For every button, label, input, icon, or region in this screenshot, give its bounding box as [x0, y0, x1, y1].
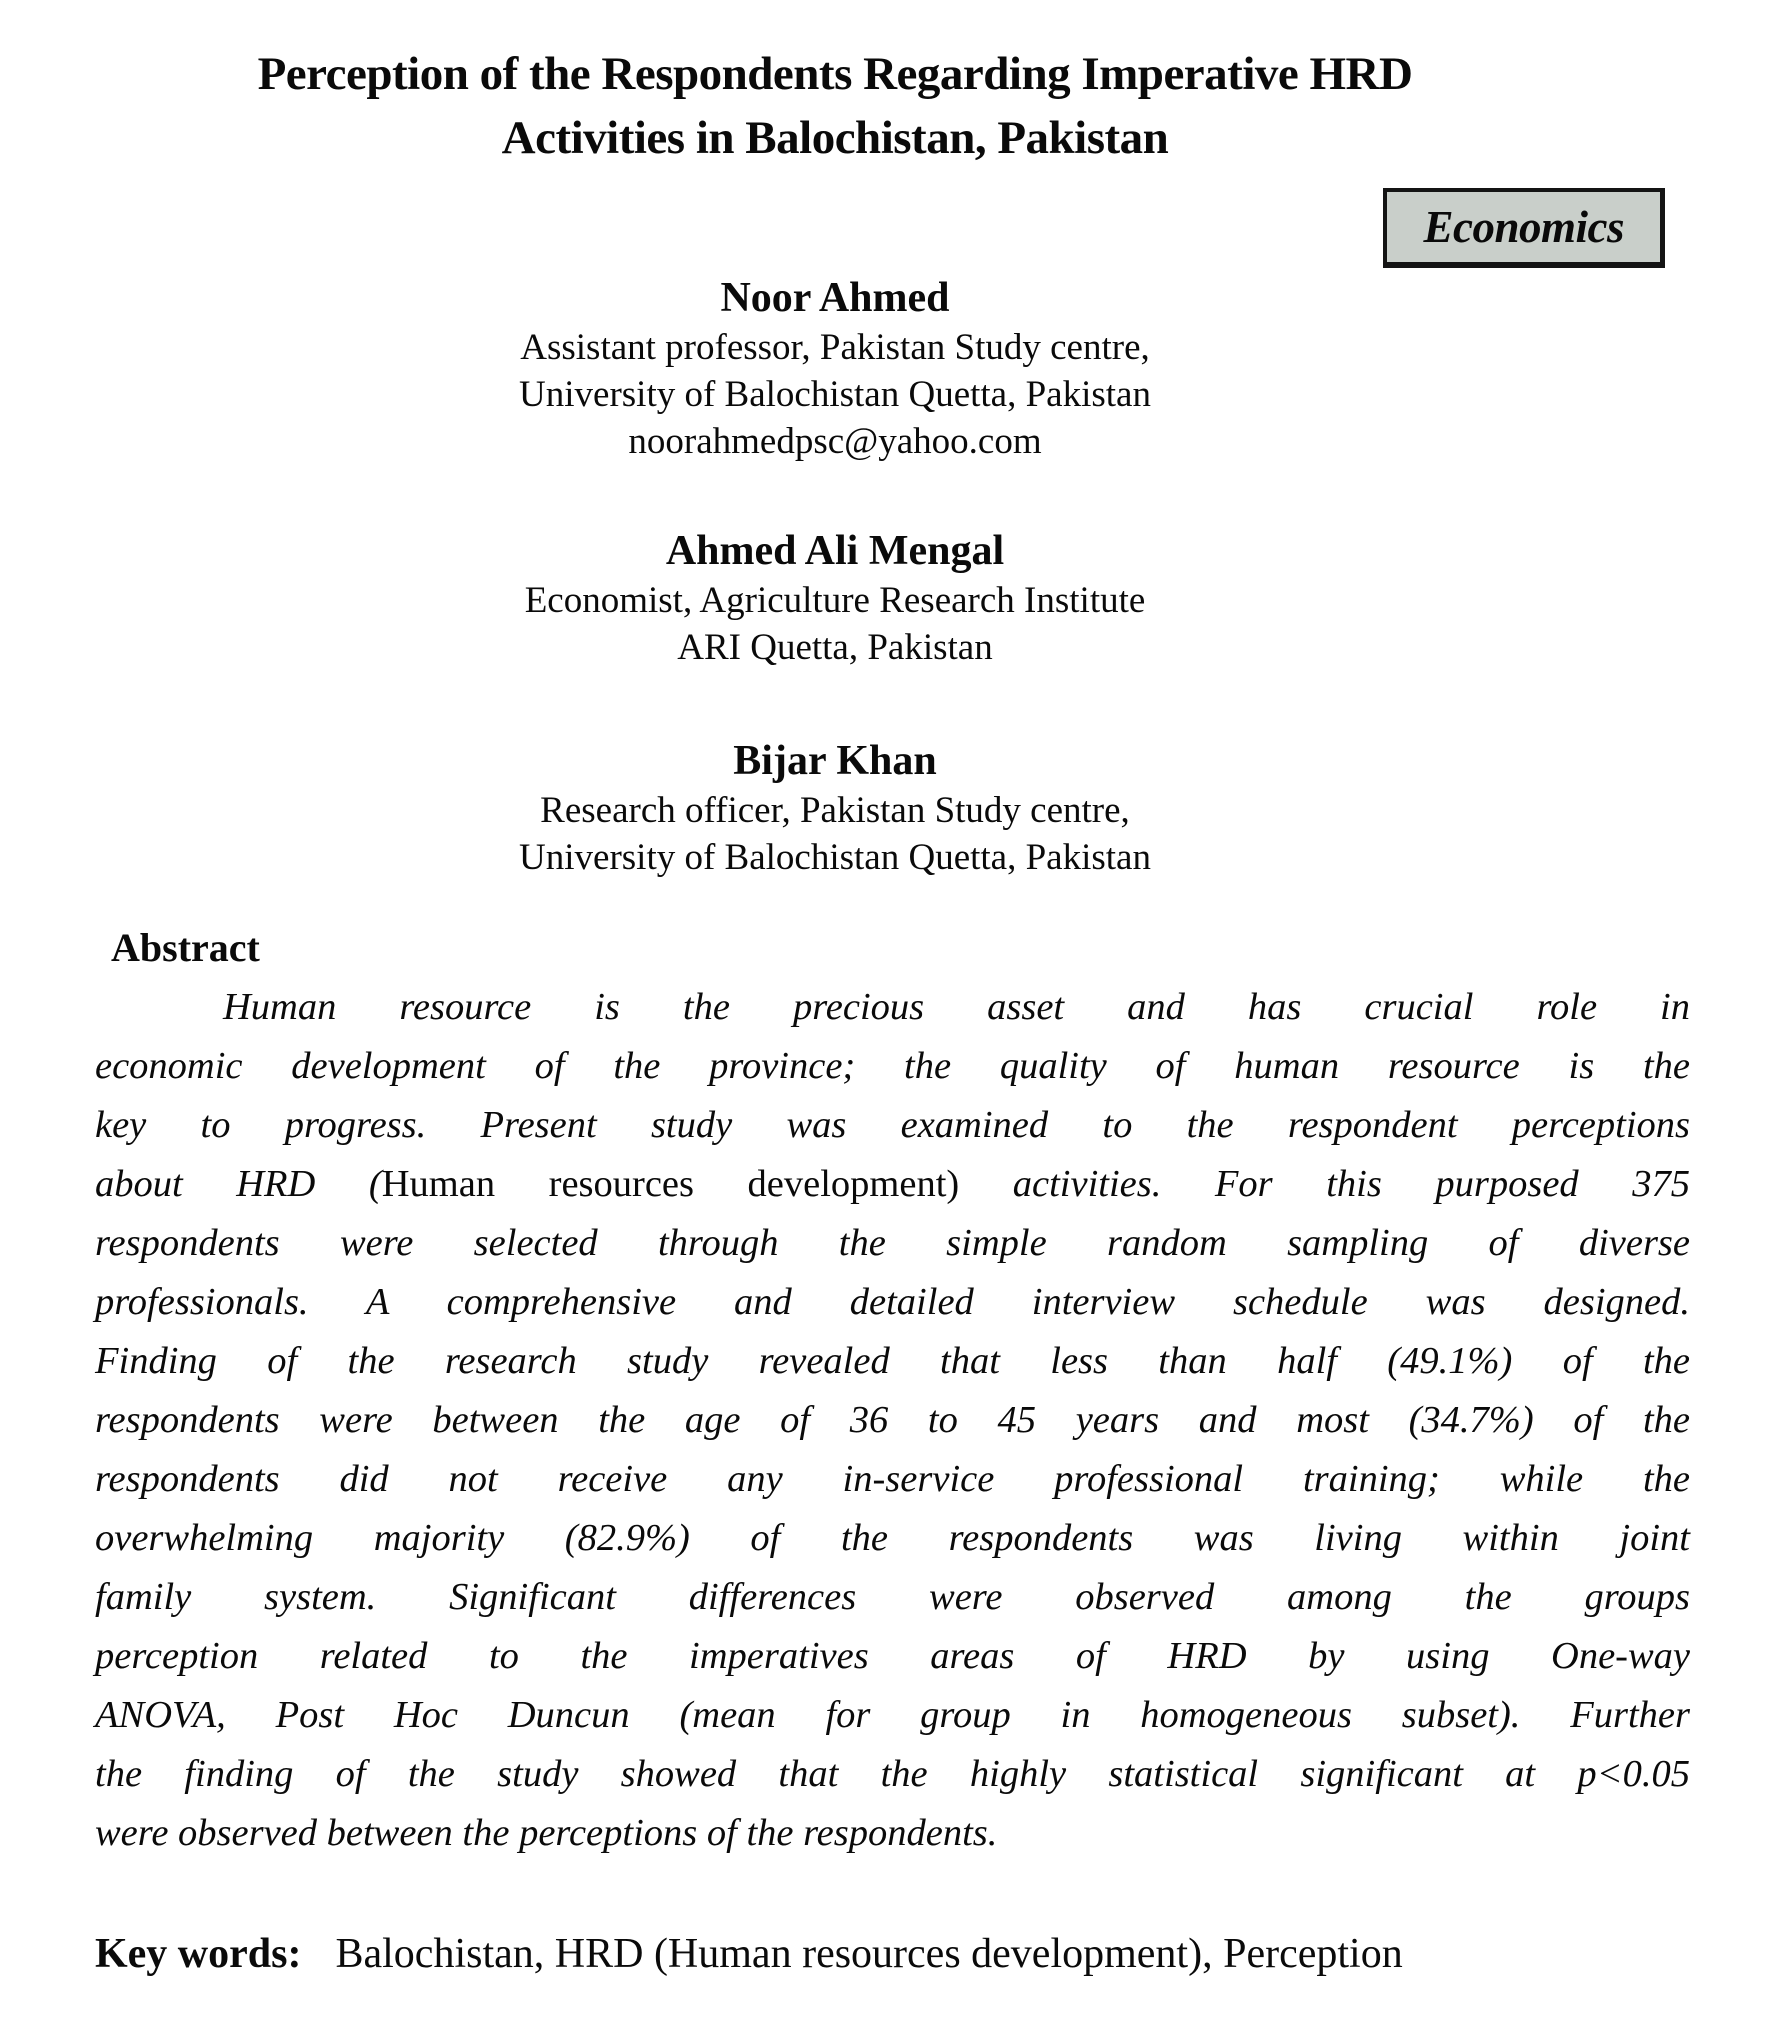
abstract-line: Finding of the research study revealed that less than half (49.1%) of the: [95, 1340, 1690, 1382]
abstract-line: Human resource is the precious asset and has crucial role in: [223, 986, 1690, 1028]
abstract-line-segment: activities. For this purposed 375: [959, 1163, 1690, 1205]
author-affiliation: University of Balochistan Quetta, Pakistan: [519, 374, 1151, 415]
keywords-row: [95, 1927, 1690, 1981]
abstract-line: perception related to the imperatives areas of HRD by using One-way: [95, 1635, 1690, 1677]
author-affiliation: Assistant professor, Pakistan Study centre,: [520, 327, 1150, 368]
author-block-3: [95, 735, 1575, 881]
author-block-1: [95, 272, 1575, 465]
abstract-line: key to progress. Present study was examined to the respondent perceptions: [95, 1104, 1690, 1146]
author-name: Bijar Khan: [733, 738, 937, 784]
author-affiliation: Research officer, Pakistan Study centre,: [540, 790, 1130, 831]
title-line-1: Perception of the Respondents Regarding Imperative HRD: [257, 48, 1413, 100]
abstract-line: ANOVA, Post Hoc Duncun (mean for group in homogeneous subset). Further: [95, 1694, 1690, 1736]
author-affiliation: ARI Quetta, Pakistan: [677, 627, 993, 668]
author-affiliation: Economist, Agriculture Research Institute: [524, 580, 1146, 621]
keywords-label: Key words:: [95, 1931, 302, 1977]
abstract-line: overwhelming majority (82.9%) of the respondents was living within joint: [95, 1517, 1690, 1559]
author-name: Noor Ahmed: [720, 275, 950, 321]
abstract-line: respondents were selected through the simple random sampling of diverse: [95, 1222, 1690, 1264]
abstract-line: family system. Significant differences were observed among the groups: [95, 1576, 1690, 1618]
author-block-2: [95, 525, 1575, 671]
abstract-section: [95, 922, 1690, 1863]
abstract-line: were observed between the perceptions of the respondents.: [95, 1812, 998, 1854]
abstract-paragraph: [95, 978, 1690, 1863]
title-line-2: Activities in Balochistan, Pakistan: [501, 112, 1169, 164]
author-affiliation: University of Balochistan Quetta, Pakistan: [519, 837, 1151, 878]
abstract-heading: Abstract: [111, 925, 260, 970]
category-badge-label: Economics: [1423, 202, 1624, 252]
abstract-line: respondents were between the age of 36 to 45 years and most (34.7%) of the: [95, 1399, 1690, 1441]
abstract-line: professionals. A comprehensive and detailed interview schedule was designed.: [95, 1281, 1690, 1323]
abstract-line: economic development of the province; the quality of human resource is the: [95, 1045, 1690, 1087]
author-email: noorahmedpsc@yahoo.com: [628, 421, 1042, 462]
keywords-text: Balochistan, HRD (Human resources development), Perception: [335, 1931, 1403, 1977]
abstract-line-segment-upright: Human resources development): [381, 1163, 960, 1205]
category-badge: [1383, 188, 1665, 268]
author-name: Ahmed Ali Mengal: [665, 528, 1005, 574]
abstract-line-segment: about HRD (: [95, 1163, 382, 1205]
abstract-line: respondents did not receive any in-service professional training; while the: [95, 1458, 1690, 1500]
abstract-line: the finding of the study showed that the highly statistical significant at p<0.05: [95, 1753, 1690, 1795]
page-title: [95, 42, 1575, 170]
abstract-line: [95, 1155, 1690, 1214]
